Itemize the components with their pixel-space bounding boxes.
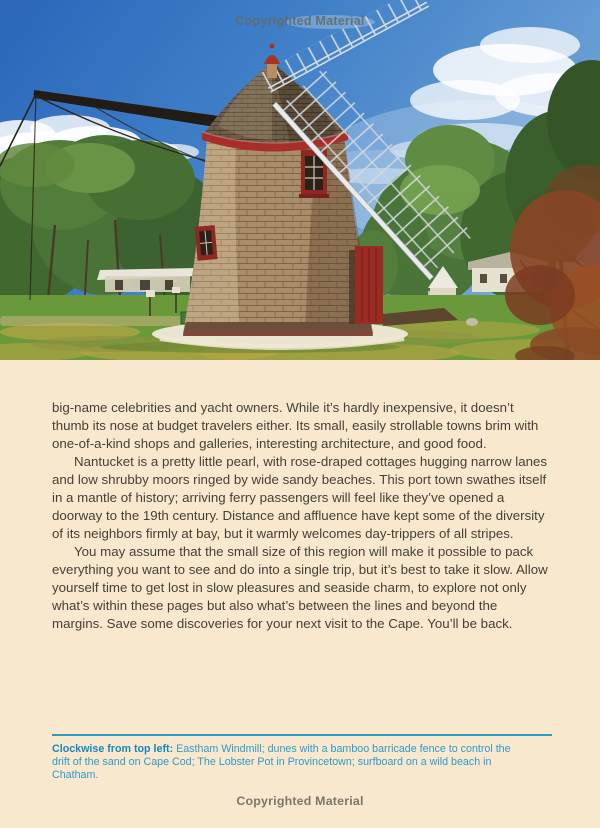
paragraph-2: Nantucket is a pretty little pearl, with rose-draped cottages hugging narrow lanes and low shrubby moors ringed by wide sandy beaches. This port town swathes itself in a mantle of history; arriving ferry passengers will feel like they’ve opened a doorway to the 19th century. Distance and affluence have kept some of the diversity of its neighbors firmly at bay, but it warmly welcomes day-trippers of all stripes. — [52, 454, 548, 541]
caption-body: Eastham Windmill; dunes with a bamboo barricade fence to control the drift of the sand on Cape Cod; The Lobster Pot in Provincetown; surfboard on a wild beach in Chatham. — [52, 743, 511, 782]
lower-window — [195, 225, 218, 261]
bottom-watermark: Copyrighted Material — [236, 794, 364, 808]
photo-caption-text — [52, 743, 530, 783]
windmill-photo-art — [0, 0, 600, 360]
body-text — [52, 399, 550, 633]
windmill-photo — [0, 0, 600, 360]
paragraph-3: You may assume that the small size of this region will make it possible to pack everything you want to see and do into a single trip, but it’s best to take it slow. Allow yourself time to get lost in slow pleasures and seaside charm, to explore not only what’s within these pages but also what’s between the lines and beyond the margins. Save some discoveries for your next visit to the Cape. You’ll be back. — [52, 544, 548, 631]
paragraph-1: big-name celebrities and yacht owners. While it’s hardly inexpensive, it doesn’t thumb its nose at budget travelers either. Its small, easily strollable towns brim with one-of-a-kind shops and galleries, interesting architecture, and good food. — [52, 400, 539, 451]
top-watermark: Copyrighted Material — [235, 14, 365, 28]
photo-caption — [52, 734, 552, 783]
caption-lead: Clockwise from top left: — [52, 743, 174, 755]
